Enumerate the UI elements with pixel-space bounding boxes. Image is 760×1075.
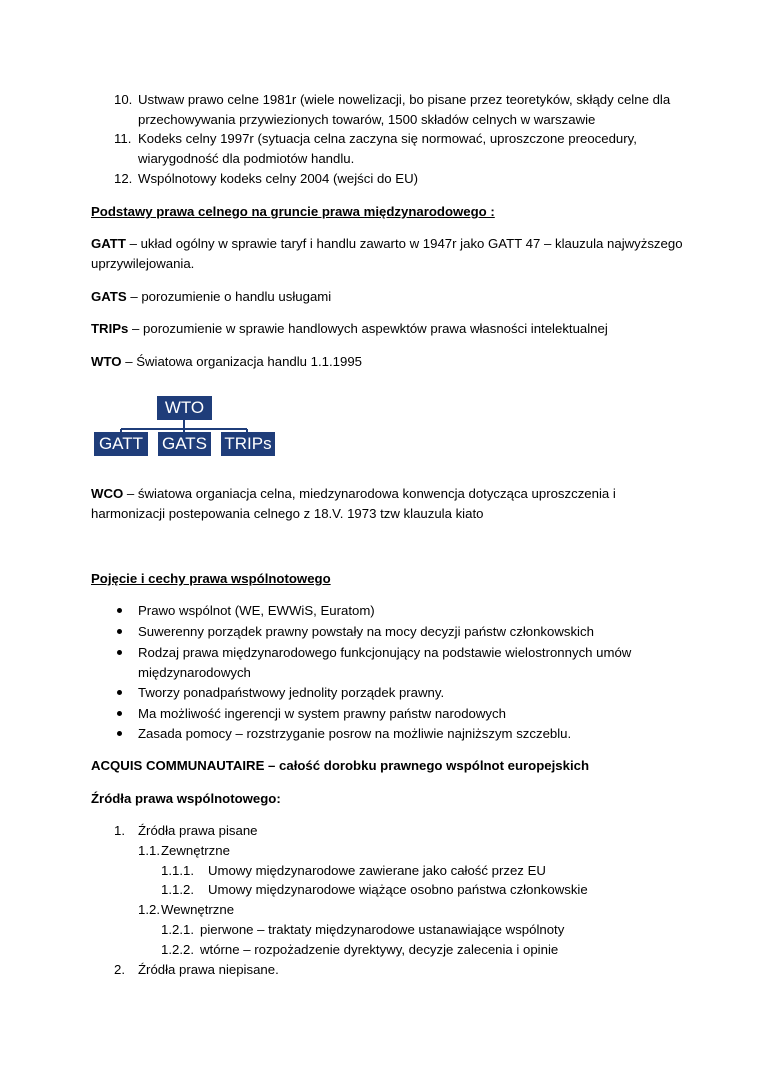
bullet-icon xyxy=(117,690,122,695)
bullet-item: Rodzaj prawa międzynarodowego funkcjonujący na podstawie wielostronnych umów xyxy=(138,645,632,660)
list-item-text: wtórne – rozpożadzenie dyrektywy, decyzje zalecenia i opinie xyxy=(200,942,559,957)
bullet-icon xyxy=(117,731,122,736)
list-number: 1.2. xyxy=(138,902,160,917)
list-item-text: Zewnętrzne xyxy=(161,843,230,858)
definition-text: – światowa organiacja celna, miedzynarodowa konwencja dotycząca uproszczenia i xyxy=(123,486,616,501)
definition-text: harmonizacji postepowania celnego z 18.V. 1973 tzw klauzula kiato xyxy=(91,506,484,521)
bullet-item: Tworzy ponadpaństwowy jednolity porządek prawny. xyxy=(138,685,445,700)
org-node-trips: TRIPs xyxy=(221,432,275,456)
list-item-text: wiarygodność dla podmiotów handlu. xyxy=(138,151,355,166)
list-number: 1.2.2. xyxy=(161,942,194,957)
bullet-item: Zasada pomocy – rozstrzyganie posrow na możliwie najniższym szczeblu. xyxy=(138,726,572,741)
org-node-gatt: GATT xyxy=(94,432,148,456)
section-heading: Podstawy prawa celnego na gruncie prawa międzynarodowego : xyxy=(91,204,495,219)
bullet-icon xyxy=(117,650,122,655)
definition-text: – Światowa organizacja handlu 1.1.1995 xyxy=(121,354,363,369)
definition-text: – porozumienie o handlu usługami xyxy=(126,289,332,304)
list-item-text: pierwone – traktaty międzynarodowe ustanawiające wspólnoty xyxy=(200,922,565,937)
list-number: 1.1.1. xyxy=(161,863,194,878)
list-number: 2. xyxy=(114,962,125,977)
bullet-item: Ma możliwość ingerencji w system prawny państw narodowych xyxy=(138,706,506,721)
list-item-text: Kodeks celny 1997r (sytuacja celna zaczyna się normować, uproszczone preocedury, xyxy=(138,131,637,146)
list-item-text: Umowy międzynarodowe zawierane jako całość przez EU xyxy=(208,863,546,878)
bullet-icon xyxy=(117,608,122,613)
list-number: 1.1.2. xyxy=(161,882,194,897)
section-heading: Pojęcie i cechy prawa wspólnotowego xyxy=(91,571,331,586)
acquis-statement: ACQUIS COMMUNAUTAIRE – całość dorobku prawnego wspólnot europejskich xyxy=(91,758,590,773)
term: GATT xyxy=(91,236,126,251)
term: TRIPs xyxy=(91,321,129,336)
definition-wco xyxy=(91,484,616,504)
bullet-icon xyxy=(117,629,122,634)
list-item-text: Źródła prawa pisane xyxy=(138,823,258,838)
list-number: 12. xyxy=(114,171,133,186)
bullet-item: Suwerenny porządek prawny powstały na mocy decyzji państw członkowskich xyxy=(138,624,594,639)
list-item-text: Ustwaw prawo celne 1981r (wiele nowelizacji, bo pisane przez teoretyków, skłądy celne dla xyxy=(138,92,671,107)
definition-text: uprzywilejowania. xyxy=(91,256,195,271)
bullet-icon xyxy=(117,711,122,716)
org-node-wto: WTO xyxy=(157,396,212,420)
term: GATS xyxy=(91,289,127,304)
list-item-text: Wspólnotowy kodeks celny 2004 (wejści do EU) xyxy=(138,171,418,186)
list-item-text: Wewnętrzne xyxy=(161,902,235,917)
definition-text: – porozumienie w sprawie handlowych aspewktów prawa własności intelektualnej xyxy=(128,321,608,336)
list-number: 1.1. xyxy=(138,843,160,858)
list-number: 10. xyxy=(114,92,133,107)
bullet-item: międzynarodowych xyxy=(138,665,251,680)
list-number: 1.2.1. xyxy=(161,922,194,937)
bullet-item: Prawo wspólnot (WE, EWWiS, Euratom) xyxy=(138,603,375,618)
term: WCO xyxy=(91,486,124,501)
list-number: 11. xyxy=(114,131,132,146)
org-node-gats: GATS xyxy=(158,432,211,456)
definition-text: – układ ogólny w sprawie taryf i handlu zawarto w 1947r jako GATT 47 – klauzula najwyższego xyxy=(125,236,683,251)
list-item-text: przechowywania przywiezionych towarów, 1500 składów celnych w warszawie xyxy=(138,112,596,127)
term: WTO xyxy=(91,354,122,369)
list-item-text: Umowy międzynarodowe wiążące osobno państwa członkowskie xyxy=(208,882,588,897)
list-item-text: Źródła prawa niepisane. xyxy=(138,962,279,977)
section-heading: Źródła prawa wspólnotowego: xyxy=(91,791,281,806)
list-number: 1. xyxy=(114,823,125,838)
